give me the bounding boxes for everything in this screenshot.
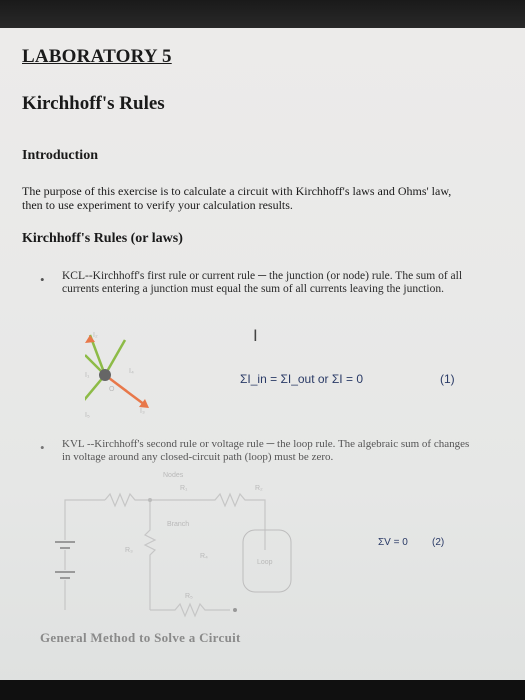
circuit-node-top bbox=[148, 498, 152, 502]
document-subtitle: Kirchhoff's Rules bbox=[22, 93, 165, 114]
current-i4-line bbox=[105, 340, 125, 375]
introduction-heading: Introduction bbox=[22, 148, 98, 163]
equation-kvl: ΣV = 0 bbox=[378, 537, 408, 548]
label-r1: R₁ bbox=[180, 485, 188, 492]
circuit-node-dot bbox=[233, 608, 237, 612]
label-loop: Loop bbox=[257, 559, 273, 566]
label-i1: I₁ bbox=[85, 372, 90, 379]
text-cursor-icon: I bbox=[253, 326, 258, 345]
label-r4: R₄ bbox=[200, 553, 208, 560]
label-r5: R₅ bbox=[185, 593, 193, 600]
bottom-dark-border bbox=[0, 680, 525, 700]
equation-1-number: (1) bbox=[440, 372, 455, 386]
introduction-paragraph: The purpose of this exercise is to calculate a circuit with Kirchhoff's laws and Ohms' law, then to use experiment to verify your calculation results. bbox=[22, 184, 452, 212]
kvl-bullet: • bbox=[40, 440, 45, 455]
junction-diagram bbox=[85, 325, 195, 425]
kcl-bullet: • bbox=[40, 272, 45, 287]
label-i3: I₃ bbox=[140, 408, 145, 415]
equation-kcl: ΣI_in = ΣI_out or ΣI = 0 bbox=[240, 372, 363, 386]
label-r3: R₃ bbox=[125, 547, 133, 554]
label-branch: Branch bbox=[167, 521, 190, 528]
general-method-heading: General Method to Solve a Circuit bbox=[40, 630, 241, 645]
resistor-r5 bbox=[150, 604, 230, 616]
rules-heading: Kirchhoff's Rules (or laws) bbox=[22, 231, 183, 246]
equation-2-number: (2) bbox=[432, 537, 445, 548]
label-node-o: O bbox=[109, 386, 115, 393]
junction-node bbox=[99, 369, 111, 381]
circuit-diagram bbox=[45, 470, 295, 620]
kvl-paragraph: KVL --Kirchhoff's second rule or voltage rule ─ the loop rule. The algebraic sum of changes in voltage around any closed-circuit path (loop) must be zero. bbox=[62, 438, 470, 463]
lab-title: LABORATORY 5 bbox=[22, 46, 172, 67]
label-i5: I₅ bbox=[85, 412, 90, 419]
top-dark-border bbox=[0, 0, 525, 30]
resistor-r3 bbox=[145, 500, 155, 610]
label-r2: R₂ bbox=[255, 485, 263, 492]
resistor-r1 bbox=[105, 494, 175, 506]
label-nodes: Nodes bbox=[163, 472, 184, 479]
label-i2: I₂ bbox=[93, 332, 98, 339]
label-i4: I₄ bbox=[129, 368, 134, 375]
kcl-paragraph: KCL--Kirchhoff's first rule or current rule ─ the junction (or node) rule. The sum of all currents entering a junction must equal the sum of all currents leaving the junction. bbox=[62, 270, 463, 295]
wire-top-left bbox=[65, 500, 105, 510]
